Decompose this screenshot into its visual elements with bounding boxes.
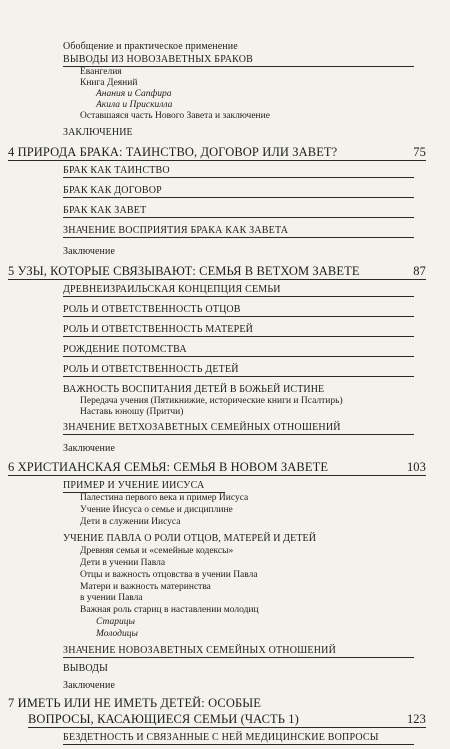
chapter-title: 7 ИМЕТЬ ИЛИ НЕ ИМЕТЬ ДЕТЕЙ: ОСОБЫЕ [8, 696, 261, 710]
section-heading: ЗНАЧЕНИЕ ВОСПРИЯТИЯ БРАКА КАК ЗАВЕТА [63, 226, 414, 238]
subsection-item: Матери и важность материнства [80, 582, 211, 592]
subsection-item: Анания и Сапфира [96, 89, 172, 99]
subsection-item: Дети в учении Павла [80, 558, 166, 568]
chapter-heading [28, 713, 426, 728]
subsection-item: ВЫВОДЫ [63, 663, 108, 674]
subsection-item: Книга Деяний [80, 78, 138, 88]
section-heading: ЗНАЧЕНИЕ ВЕТХОЗАВЕТНЫХ СЕМЕЙНЫХ ОТНОШЕНИЙ [63, 423, 414, 435]
subsection-item: Важная роль стариц в наставлении молодиц [80, 605, 259, 615]
subsection-item: Отцы и важность отцовства в учении Павла [80, 570, 258, 580]
section-heading: РОЛЬ И ОТВЕТСТВЕННОСТЬ ДЕТЕЙ [63, 365, 414, 377]
subsection-item: Оставшаяся часть Нового Завета и заключение [80, 111, 270, 121]
section-heading: БРАК КАК ТАИНСТВО [63, 166, 414, 178]
subsection-item: Молодицы [96, 629, 138, 639]
section-heading: БЕЗДЕТНОСТЬ И СВЯЗАННЫЕ С НЕЙ МЕДИЦИНСКИЕ ВОПРОСЫ [63, 733, 414, 745]
subsection-item: ВАЖНОСТЬ ВОСПИТАНИЯ ДЕТЕЙ В БОЖЬЕЙ ИСТИНЕ [63, 384, 325, 395]
subsection-item: Заключение [63, 246, 115, 257]
subsection-item: Передача учения (Пятикнижие, исторические книги и Псалтирь) [80, 396, 343, 406]
page-number: 123 [406, 712, 426, 726]
section-heading: БРАК КАК ДОГОВОР [63, 186, 414, 198]
chapter-heading [8, 265, 426, 280]
page-number: 75 [413, 145, 426, 159]
subsection-item: Заключение [63, 443, 115, 454]
section-heading: ПРИМЕР И УЧЕНИЕ ИИСУСА [63, 481, 225, 493]
section-heading: РОЖДЕНИЕ ПОТОМСТВА [63, 345, 414, 357]
subsection-item: УЧЕНИЕ ПАВЛА О РОЛИ ОТЦОВ, МАТЕРЕЙ И ДЕТЕЙ [63, 533, 317, 544]
section-heading: ВЫВОДЫ ИЗ НОВОЗАВЕТНЫХ БРАКОВ [63, 55, 414, 67]
chapter-heading [8, 146, 426, 161]
subsection-item: ЗАКЛЮЧЕНИЕ [63, 127, 133, 138]
section-heading: ЗНАЧЕНИЕ НОВОЗАВЕТНЫХ СЕМЕЙНЫХ ОТНОШЕНИЙ [63, 646, 414, 658]
section-heading: БРАК КАК ЗАВЕТ [63, 206, 414, 218]
chapter-heading [8, 697, 426, 711]
chapter-title: 6 ХРИСТИАНСКАЯ СЕМЬЯ: СЕМЬЯ В НОВОМ ЗАВЕТЕ [8, 460, 329, 474]
subsection-item: Палестина первого века и пример Иисуса [80, 493, 249, 503]
section-heading: РОЛЬ И ОТВЕТСТВЕННОСТЬ ОТЦОВ [63, 305, 414, 317]
chapter-title: 4 ПРИРОДА БРАКА: ТАИНСТВО, ДОГОВОР ИЛИ ЗАВЕТ? [8, 145, 338, 159]
subsection-item: Наставь юношу (Притчи) [80, 407, 184, 417]
subsection-item: Дети в служении Иисуса [80, 517, 181, 527]
subsection-item: Евангелия [80, 67, 122, 77]
subsection-item: Акила и Прискилла [96, 100, 173, 110]
section-heading: РОЛЬ И ОТВЕТСТВЕННОСТЬ МАТЕРЕЙ [63, 325, 414, 337]
section-heading: ДРЕВНЕИЗРАИЛЬСКАЯ КОНЦЕПЦИЯ СЕМЬИ [63, 285, 414, 297]
chapter-title: 5 УЗЫ, КОТОРЫЕ СВЯЗЫВАЮТ: СЕМЬЯ В ВЕТХОМ ЗАВЕТЕ [8, 264, 360, 278]
page-number: 103 [406, 460, 426, 474]
subsection-item: Учение Иисуса о семье и дисциплине [80, 505, 233, 515]
subsection-item: в учении Павла [80, 593, 143, 603]
chapter-heading [8, 461, 426, 476]
chapter-title: ВОПРОСЫ, КАСАЮЩИЕСЯ СЕМЬИ (ЧАСТЬ 1) [28, 712, 299, 726]
subsection-item: Обобщение и практическое применение [63, 41, 238, 52]
page-number: 87 [413, 264, 426, 278]
subsection-item: Древняя семья и «семейные кодексы» [80, 546, 234, 556]
subsection-item: Старицы [96, 617, 135, 627]
subsection-item: Заключение [63, 680, 115, 691]
